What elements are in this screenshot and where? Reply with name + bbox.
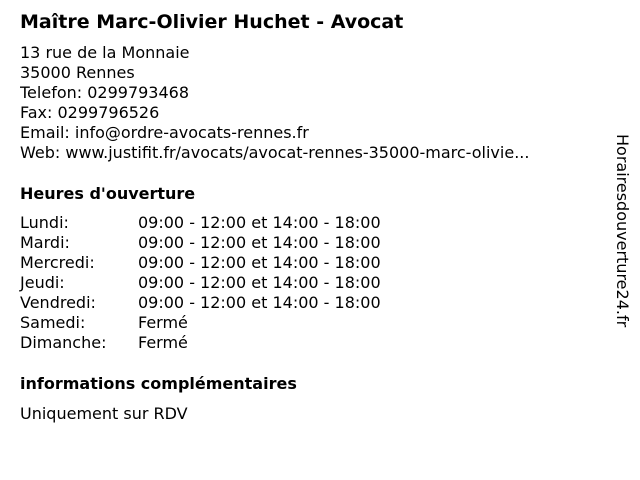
opening-hours-heading: Heures d'ouverture (20, 184, 196, 203)
day-hours: 09:00 - 12:00 et 14:00 - 18:00 (138, 233, 381, 252)
hours-row-friday (20, 293, 381, 313)
day-hours: 09:00 - 12:00 et 14:00 - 18:00 (138, 253, 381, 272)
day-label: Mardi: (20, 233, 70, 252)
day-label: Samedi: (20, 313, 86, 332)
contact-info (20, 43, 600, 163)
day-label: Lundi: (20, 213, 69, 232)
opening-hours-table (20, 213, 381, 353)
day-label: Mercredi: (20, 253, 95, 272)
site-watermark: Horairesdouverture24.fr (613, 134, 632, 328)
hours-row-wednesday (20, 253, 381, 273)
page-title: Maître Marc-Olivier Huchet - Avocat (20, 11, 404, 33)
additional-info-text: Uniquement sur RDV (20, 404, 188, 423)
hours-row-thursday (20, 273, 381, 293)
day-hours: Fermé (138, 333, 188, 352)
day-hours: 09:00 - 12:00 et 14:00 - 18:00 (138, 213, 381, 232)
hours-row-tuesday (20, 233, 381, 253)
hours-row-sunday (20, 333, 381, 353)
day-label: Vendredi: (20, 293, 96, 312)
phone-number: Telefon: 0299793468 (20, 83, 190, 102)
day-label: Jeudi: (20, 273, 65, 292)
additional-info-heading: informations complémentaires (20, 374, 297, 393)
day-hours: Fermé (138, 313, 188, 332)
day-hours: 09:00 - 12:00 et 14:00 - 18:00 (138, 293, 381, 312)
address-street: 13 rue de la Monnaie (20, 43, 190, 62)
day-label: Dimanche: (20, 333, 107, 352)
day-hours: 09:00 - 12:00 et 14:00 - 18:00 (138, 273, 381, 292)
website-link: Web: www.justifit.fr/avocats/avocat-rennes-35000-marc-olivie... (20, 143, 530, 162)
email-address: Email: info@ordre-avocats-rennes.fr (20, 123, 309, 142)
hours-row-monday (20, 213, 381, 233)
address-city: 35000 Rennes (20, 63, 135, 82)
fax-number: Fax: 0299796526 (20, 103, 160, 122)
hours-row-saturday (20, 313, 381, 333)
